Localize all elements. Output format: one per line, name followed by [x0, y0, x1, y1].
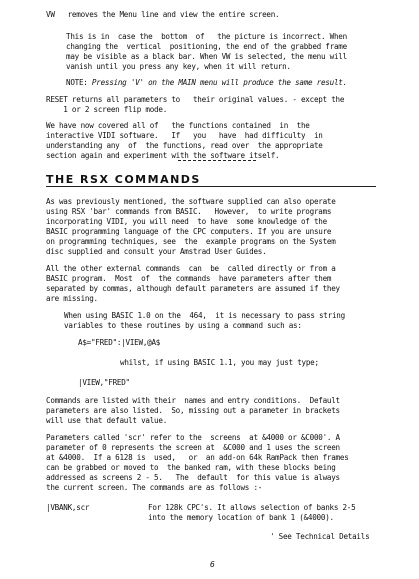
vw-note-line-4: vanish until you press any key, when it will return. [66, 62, 291, 71]
vw-description: VW removes the Menu line and view the entire screen. [46, 10, 280, 19]
covered-line-1: We have now covered all of the functions contained in the [46, 121, 310, 130]
para4-line-1: Parameters called 'scr' refer to the screens at &4000 or &C000'. A [46, 433, 340, 442]
note-text: Pressing 'V' on the MAIN menu will produce the same result. [87, 78, 347, 87]
para3-line-3: will use that default value. [46, 416, 168, 425]
covered-line-2: interactive VIDI software. If you have had difficulty in [46, 131, 323, 140]
basic11-line: whilst, if using BASIC 1.1, you may just type; [120, 358, 319, 367]
covered-line-4: section again and experiment with the software itself. [46, 151, 280, 160]
para4-line-2: parameter of 0 represents the screen at &C000 and 1 uses the screen [46, 443, 340, 452]
para2-line-1: All the other external commands can be called directly or from a [46, 264, 336, 273]
basic10-line-2: variables to these routines by using a command such as: [64, 321, 302, 330]
main-menu-note [66, 78, 347, 88]
vbank-desc-line-1: For 128k CPC's. It allows selection of banks 2-5 [148, 503, 356, 512]
see-technical-details: ' See Technical Details [270, 532, 370, 541]
reset-line-1: RESET returns all parameters to their original values. - except the [46, 95, 345, 104]
basic10-line-1: When using BASIC 1.0 on the 464, it is necessary to pass string [64, 311, 345, 320]
code-example-basic10: A$="FRED":|VIEW,@A$ [78, 338, 161, 347]
para2-line-4: are missing. [46, 294, 98, 303]
section-divider [178, 160, 256, 161]
para4-line-6: the current screen. The commands are as follows :- [46, 483, 263, 492]
para4-line-5: addressed as screens 2 - 5. The default for this value is always [46, 473, 340, 482]
covered-line-3: understanding any of the functions, read over the appropriate [46, 141, 323, 150]
para3-line-1: Commands are listed with their names and entry conditions. Default [46, 396, 340, 405]
heading-underline [46, 186, 376, 187]
vbank-desc-line-2: into the memory location of bank 1 (&4000). [148, 513, 334, 522]
para2-line-2: BASIC program. Most of the commands have parameters after them [46, 274, 332, 283]
para1-line-6: disc supplied and consult your Amstrad User Guides. [46, 247, 267, 256]
para2-line-3: separated by commas, although default parameters are assumed if they [46, 284, 340, 293]
vw-note-line-2: changing the vertical positioning, the end of the grabbed frame [66, 42, 347, 51]
para1-line-5: on programming techniques, see the example programs on the System [46, 237, 336, 246]
para1-line-1: As was previously mentioned, the software supplied can also operate [46, 197, 336, 206]
note-label: NOTE: [66, 78, 88, 87]
para1-line-3: incorporating VIDI, you will need to have some knowledge of the [46, 217, 327, 226]
para3-line-2: parameters are also listed. So, missing out a parameter in brackets [46, 406, 340, 415]
vw-note-line-3: may be visible as a black bar. When VW is selected, the menu will [66, 52, 347, 61]
vw-note-line-1: This is in case the bottom of the picture is incorrect. When [66, 32, 347, 41]
para1-line-4: BASIC programming language of the CPC computers. If you are unsure [46, 227, 332, 236]
code-example-basic11: |VIEW,"FRED" [78, 378, 130, 387]
para4-line-4: can be grabbed or moved to the banked ram, with these blocks being [46, 463, 336, 472]
para4-line-3: at &4000. If a 6128 is used, or an add-on 64k RamPack then frames [46, 453, 349, 462]
section-heading: THE RSX COMMANDS [46, 173, 201, 186]
reset-line-2: 1 or 2 screen flip mode. [46, 105, 168, 114]
page-number: 6 [210, 560, 215, 569]
para1-line-2: using RSX 'bar' commands from BASIC. However, to write programs [46, 207, 332, 216]
vbank-command: |VBANK,scr [46, 503, 90, 512]
